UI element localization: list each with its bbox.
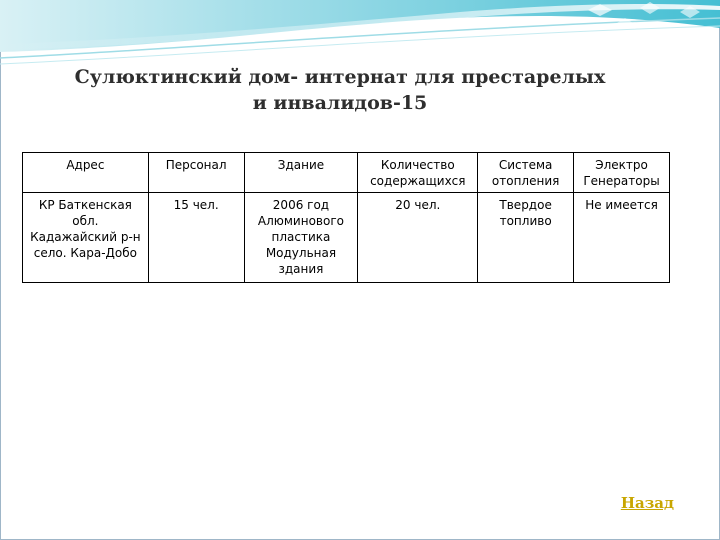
header-address: Адрес bbox=[23, 153, 149, 193]
header-building: Здание bbox=[244, 153, 358, 193]
table-row bbox=[23, 193, 670, 283]
cell-address: КР Баткенская обл. Кадажайский р-н село. Кара-Добо bbox=[23, 193, 149, 283]
header-heating-system: Система отопления bbox=[478, 153, 574, 193]
cell-heating-system: Твердое топливо bbox=[478, 193, 574, 283]
page-title bbox=[40, 64, 640, 116]
cell-staff: 15 чел. bbox=[148, 193, 244, 283]
header-power-generators: Электро Генераторы bbox=[574, 153, 670, 193]
header-waves-decoration bbox=[0, 0, 720, 70]
title-line-2: и инвалидов-15 bbox=[252, 92, 428, 114]
title-line-1: Сулюктинский дом- интернат для престарелых bbox=[74, 66, 606, 88]
cell-building: 2006 год Алюминового пластика Модульная здания bbox=[244, 193, 358, 283]
header-staff: Персонал bbox=[148, 153, 244, 193]
facility-table bbox=[22, 152, 670, 283]
cell-residents-count: 20 чел. bbox=[358, 193, 478, 283]
cell-power-generators: Не имеется bbox=[574, 193, 670, 283]
header-residents-count: Количество содержащихся bbox=[358, 153, 478, 193]
table-header-row bbox=[23, 153, 670, 193]
back-link[interactable]: Назад bbox=[620, 494, 674, 512]
